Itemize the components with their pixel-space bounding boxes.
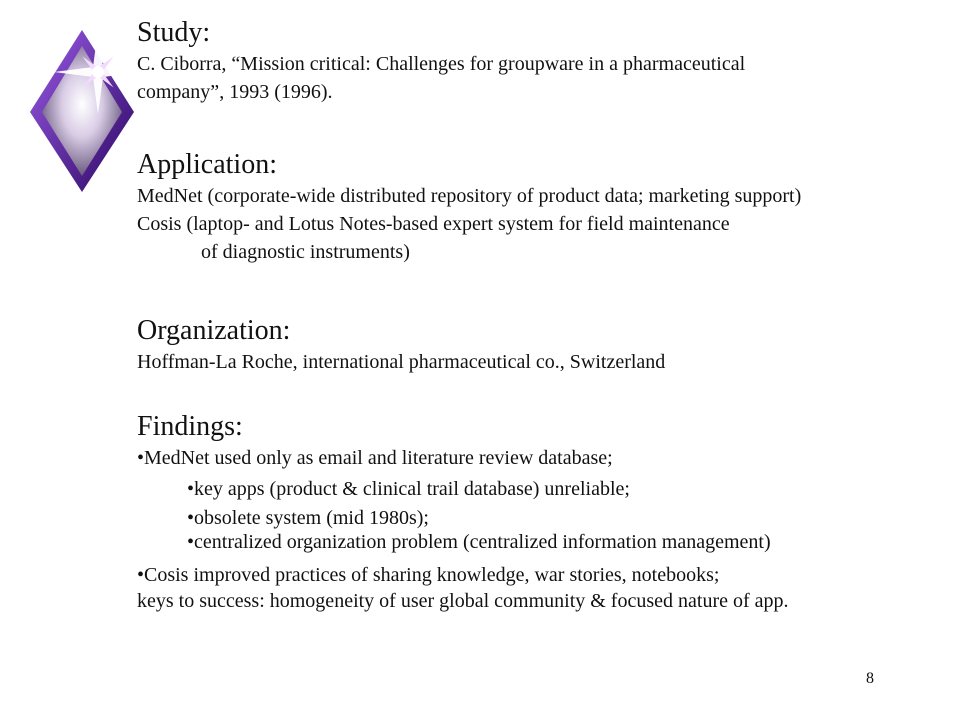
page-number: 8 <box>866 670 874 687</box>
findings-line: •centralized organization problem (centralized information management) <box>187 531 771 553</box>
study-section <box>137 18 745 106</box>
organization-line: Hoffman-La Roche, international pharmaceutical co., Switzerland <box>137 351 666 373</box>
findings-line: •MedNet used only as email and literature review database; <box>137 447 613 469</box>
findings-line: keys to success: homogeneity of user global community & focused nature of app. <box>137 590 789 612</box>
findings-heading: Findings: <box>137 411 243 442</box>
application-section <box>137 150 801 266</box>
findings-line: •Cosis improved practices of sharing knowledge, war stories, notebooks; <box>137 564 720 586</box>
study-line: C. Ciborra, “Mission critical: Challenges for groupware in a pharmaceutical <box>137 53 746 75</box>
study-heading: Study: <box>137 17 211 48</box>
organization-section <box>137 316 665 376</box>
application-line: MedNet (corporate-wide distributed repository of product data; marketing support) <box>137 185 802 207</box>
findings-line: •obsolete system (mid 1980s); <box>187 507 429 529</box>
organization-heading: Organization: <box>137 315 291 346</box>
study-line: company”, 1993 (1996). <box>137 81 333 103</box>
findings-line: •key apps (product & clinical trail database) unreliable; <box>187 478 630 500</box>
application-line: of diagnostic instruments) <box>201 241 410 263</box>
application-line: Cosis (laptop- and Lotus Notes-based expert system for field maintenance <box>137 213 730 235</box>
findings-section <box>137 412 789 614</box>
application-heading: Application: <box>137 149 277 180</box>
